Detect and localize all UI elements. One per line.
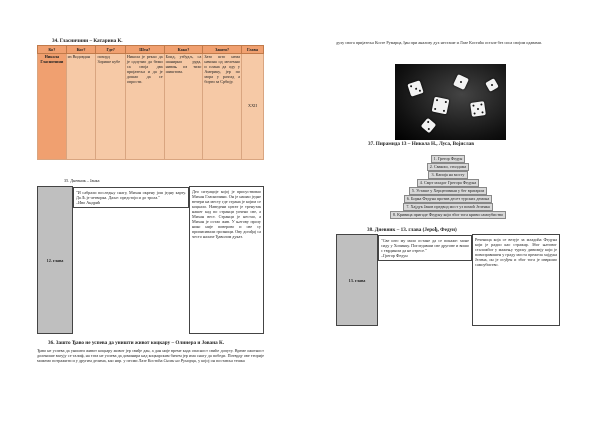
continued-text: духу свога пријатеља Косте Румарца, ђан при анализу дух несташе и Лазе Костића остале без сиса својим одавами. (336, 40, 542, 45)
pyramid-level: 6. Борка Федуна против десет турских демона (404, 195, 492, 203)
table-header: Ког? (66, 46, 96, 54)
table-header: Где? (96, 46, 125, 54)
pyramid-level: 5. Усташе у Херцеговини у бег вратаром (409, 187, 487, 195)
gasnicini-table (37, 45, 264, 160)
pyramid-level: 4. Смрт младог Грегора Федуна (417, 179, 479, 187)
table-cell: Никола Гласничини (38, 54, 67, 160)
table-cell: XXII (241, 54, 263, 160)
quote-cell: "И сабрали последњу снагу, Михан окрену још једну карту. Да Љ је четворка. Даље: предстоји и до трола." –Иво Андрић (73, 187, 189, 208)
explanation-cell: Реченица која се везује за младића Федуна који је радио као стражар. Због његовог сталожбог у мажењу турску дивизију који је повоправишен у граду моста прежела хајдука Јелена, он је осуђен и због тога је извршио самоубиство. (473, 235, 560, 326)
diary-table-13 (336, 234, 560, 326)
section-35-title: 35. Дневник – Јанка (64, 178, 100, 183)
paragraph-text: Ђаво не успева да уништи живот коцкару живот јер свиђе дан, а дан није време када опасност свиће допуту. Време ожотност доленише вагују се талиф, на тата не успева да доминира над коцкарским бичем јер има снагу да победи. Потврду ове теорије можемо потражити и у другим делима, као нпр. у песми Лазе Костића (37, 348, 264, 363)
chapter-label: 12. глава (38, 187, 73, 334)
paragraph-text: , у којој он поставља тешка (196, 358, 245, 363)
table-row (38, 187, 264, 334)
explanation-cell: Део ситуације којој је присуствовао Михан Гласничини. Он је нашао једне вечери на месту где страна је којим се коцкало. Наведени цитат је тренутак нашег кад по странци уочено све, а Михан вест. Странци је нестао, а Михан је остао жив. У његову пролу нико није поверово и све су приписивали грозници. Ову догађај са често налазе Ђаволом дукат. (190, 187, 264, 334)
pyramid-level: 7. Хајдук Јаков предвод мост уз помоћ Јеленка (403, 203, 492, 211)
section-36-title: 36. Зашто Ђаво не успева да уништи живот коцкару – Олинера и Јована К. (48, 340, 225, 346)
dice-image (395, 64, 506, 140)
chapter-label: 13. глава (337, 235, 378, 326)
section-36-paragraph (37, 348, 264, 363)
pyramid-level: 2. Свакош, стилдама (427, 163, 469, 171)
quote-cell: "Све што му мало остане да се покаже: моне сиду у Хопинку. Погледавши све другове и вишо с тврдином да не отресе." –Грегор Федун (378, 235, 472, 261)
table-row (337, 235, 560, 326)
table-header: Како? (164, 46, 203, 54)
pyramid-level: 3. Капија на мосту (428, 171, 467, 179)
table-header: Глава (241, 46, 263, 54)
table-cell: Никола је рекао да је одлучио да бежи са своја два пријатеља и да је дошао да се опрости. (125, 54, 164, 160)
poem-title: Снови на Румарци (163, 358, 196, 363)
pyramid-level: 8. Кривица пригаде Федуну који због тога криви самоубиство (390, 211, 506, 219)
table-cell: позорд Зорише кубе (96, 54, 125, 160)
diary-table-12 (37, 186, 264, 334)
table-cell: из Видовдан (66, 54, 96, 160)
table-cell: Боид, узбудљ, са шанирни руда, нивоњ из тихо шиштова. (164, 54, 203, 160)
section-34-title: 34. Гласничини – Катарина К. (52, 38, 123, 44)
table-row (38, 54, 264, 160)
table-header: Ко? (38, 46, 67, 54)
table-header: Шта? (125, 46, 164, 54)
section-38-title: 38. Дневник – 13. глава (Јерођ, Федун) (367, 227, 457, 233)
pyramid-level: 1. Грегор Федун (431, 155, 466, 163)
section-37-title: 37. Пирамида 13 – Никола Н., Луса, Војислав (368, 141, 474, 147)
table-cell: Зато што нема начина од мелемно и плана да оду у Америку, јер по мора у разгад а борти за Србију. (203, 54, 242, 160)
pyramid (336, 155, 560, 219)
table-header: Зашто? (203, 46, 242, 54)
